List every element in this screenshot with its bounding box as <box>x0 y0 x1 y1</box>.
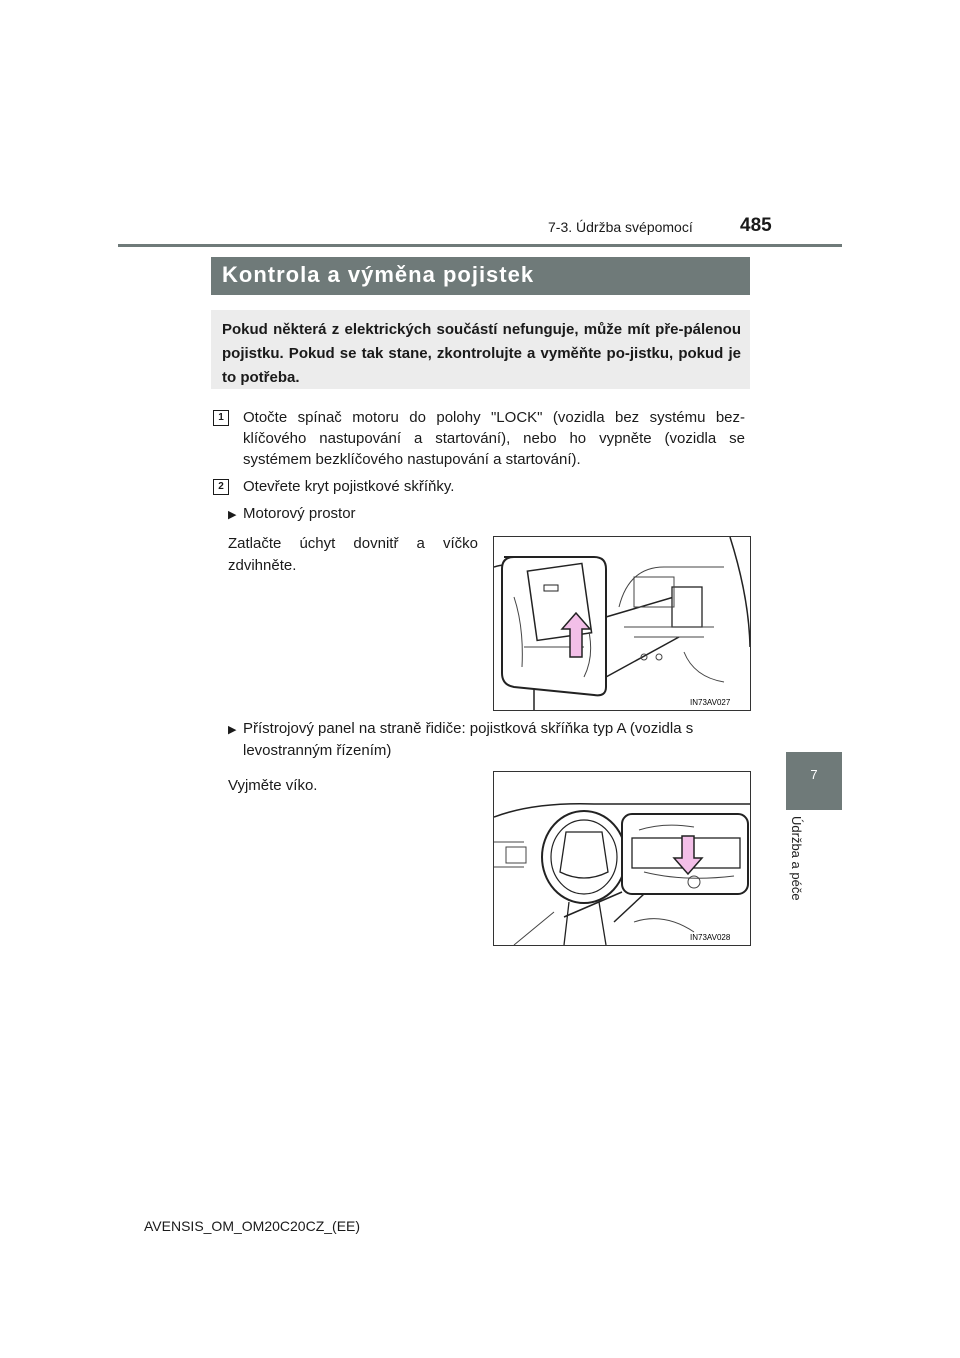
intro-text: Pokud některá z elektrických součástí nefunguje, může mít pře-pálenou pojistku. Pokud se tak stane, zkontrolujte a vyměňte po-jistku, pokud je to potřeba. <box>222 321 741 386</box>
page-title: Kontrola a výměna pojistek <box>222 262 535 287</box>
section-label: 7-3. Údržba svépomocí <box>548 219 693 235</box>
instrument-panel-illustration <box>493 771 751 946</box>
header-rule <box>118 244 842 247</box>
chapter-number: 7 <box>810 767 818 782</box>
chapter-label: Údržba a péče <box>789 816 804 901</box>
step-number-2: 2 <box>213 479 229 495</box>
page-number: 485 <box>740 215 772 236</box>
step-text-2: Otevřete kryt pojistkové skříňky. <box>243 478 455 495</box>
bullet-triangle-icon: ▶ <box>228 724 237 736</box>
step-number-1: 1 <box>213 410 229 426</box>
engine-compartment-illustration <box>493 536 751 711</box>
bullet-triangle-icon: ▶ <box>228 509 237 521</box>
footer-doc-code: AVENSIS_OM_OM20C20CZ_(EE) <box>144 1218 361 1234</box>
subsection-heading-2: Přístrojový panel na straně řidiče: pojistková skříňka typ A (vozidla s levostranným řízením) <box>243 720 694 759</box>
step-text-1: Otočte spínač motoru do polohy "LOCK" (vozidla bez systému bez-klíčového nastupování a startování), nebo ho vypněte (vozidla se systémem bezklíčového nastupování a startování). <box>243 409 745 468</box>
subsection-heading-1: Motorový prostor <box>243 505 356 522</box>
image-code-2: IN73AV028 <box>690 933 731 942</box>
subsection-instruction-2: Vyjměte víko. <box>228 777 318 794</box>
image-code-1: IN73AV027 <box>690 698 731 707</box>
subsection-instruction-1: Zatlačte úchyt dovnitř a víčko zdvihněte. <box>228 535 478 574</box>
